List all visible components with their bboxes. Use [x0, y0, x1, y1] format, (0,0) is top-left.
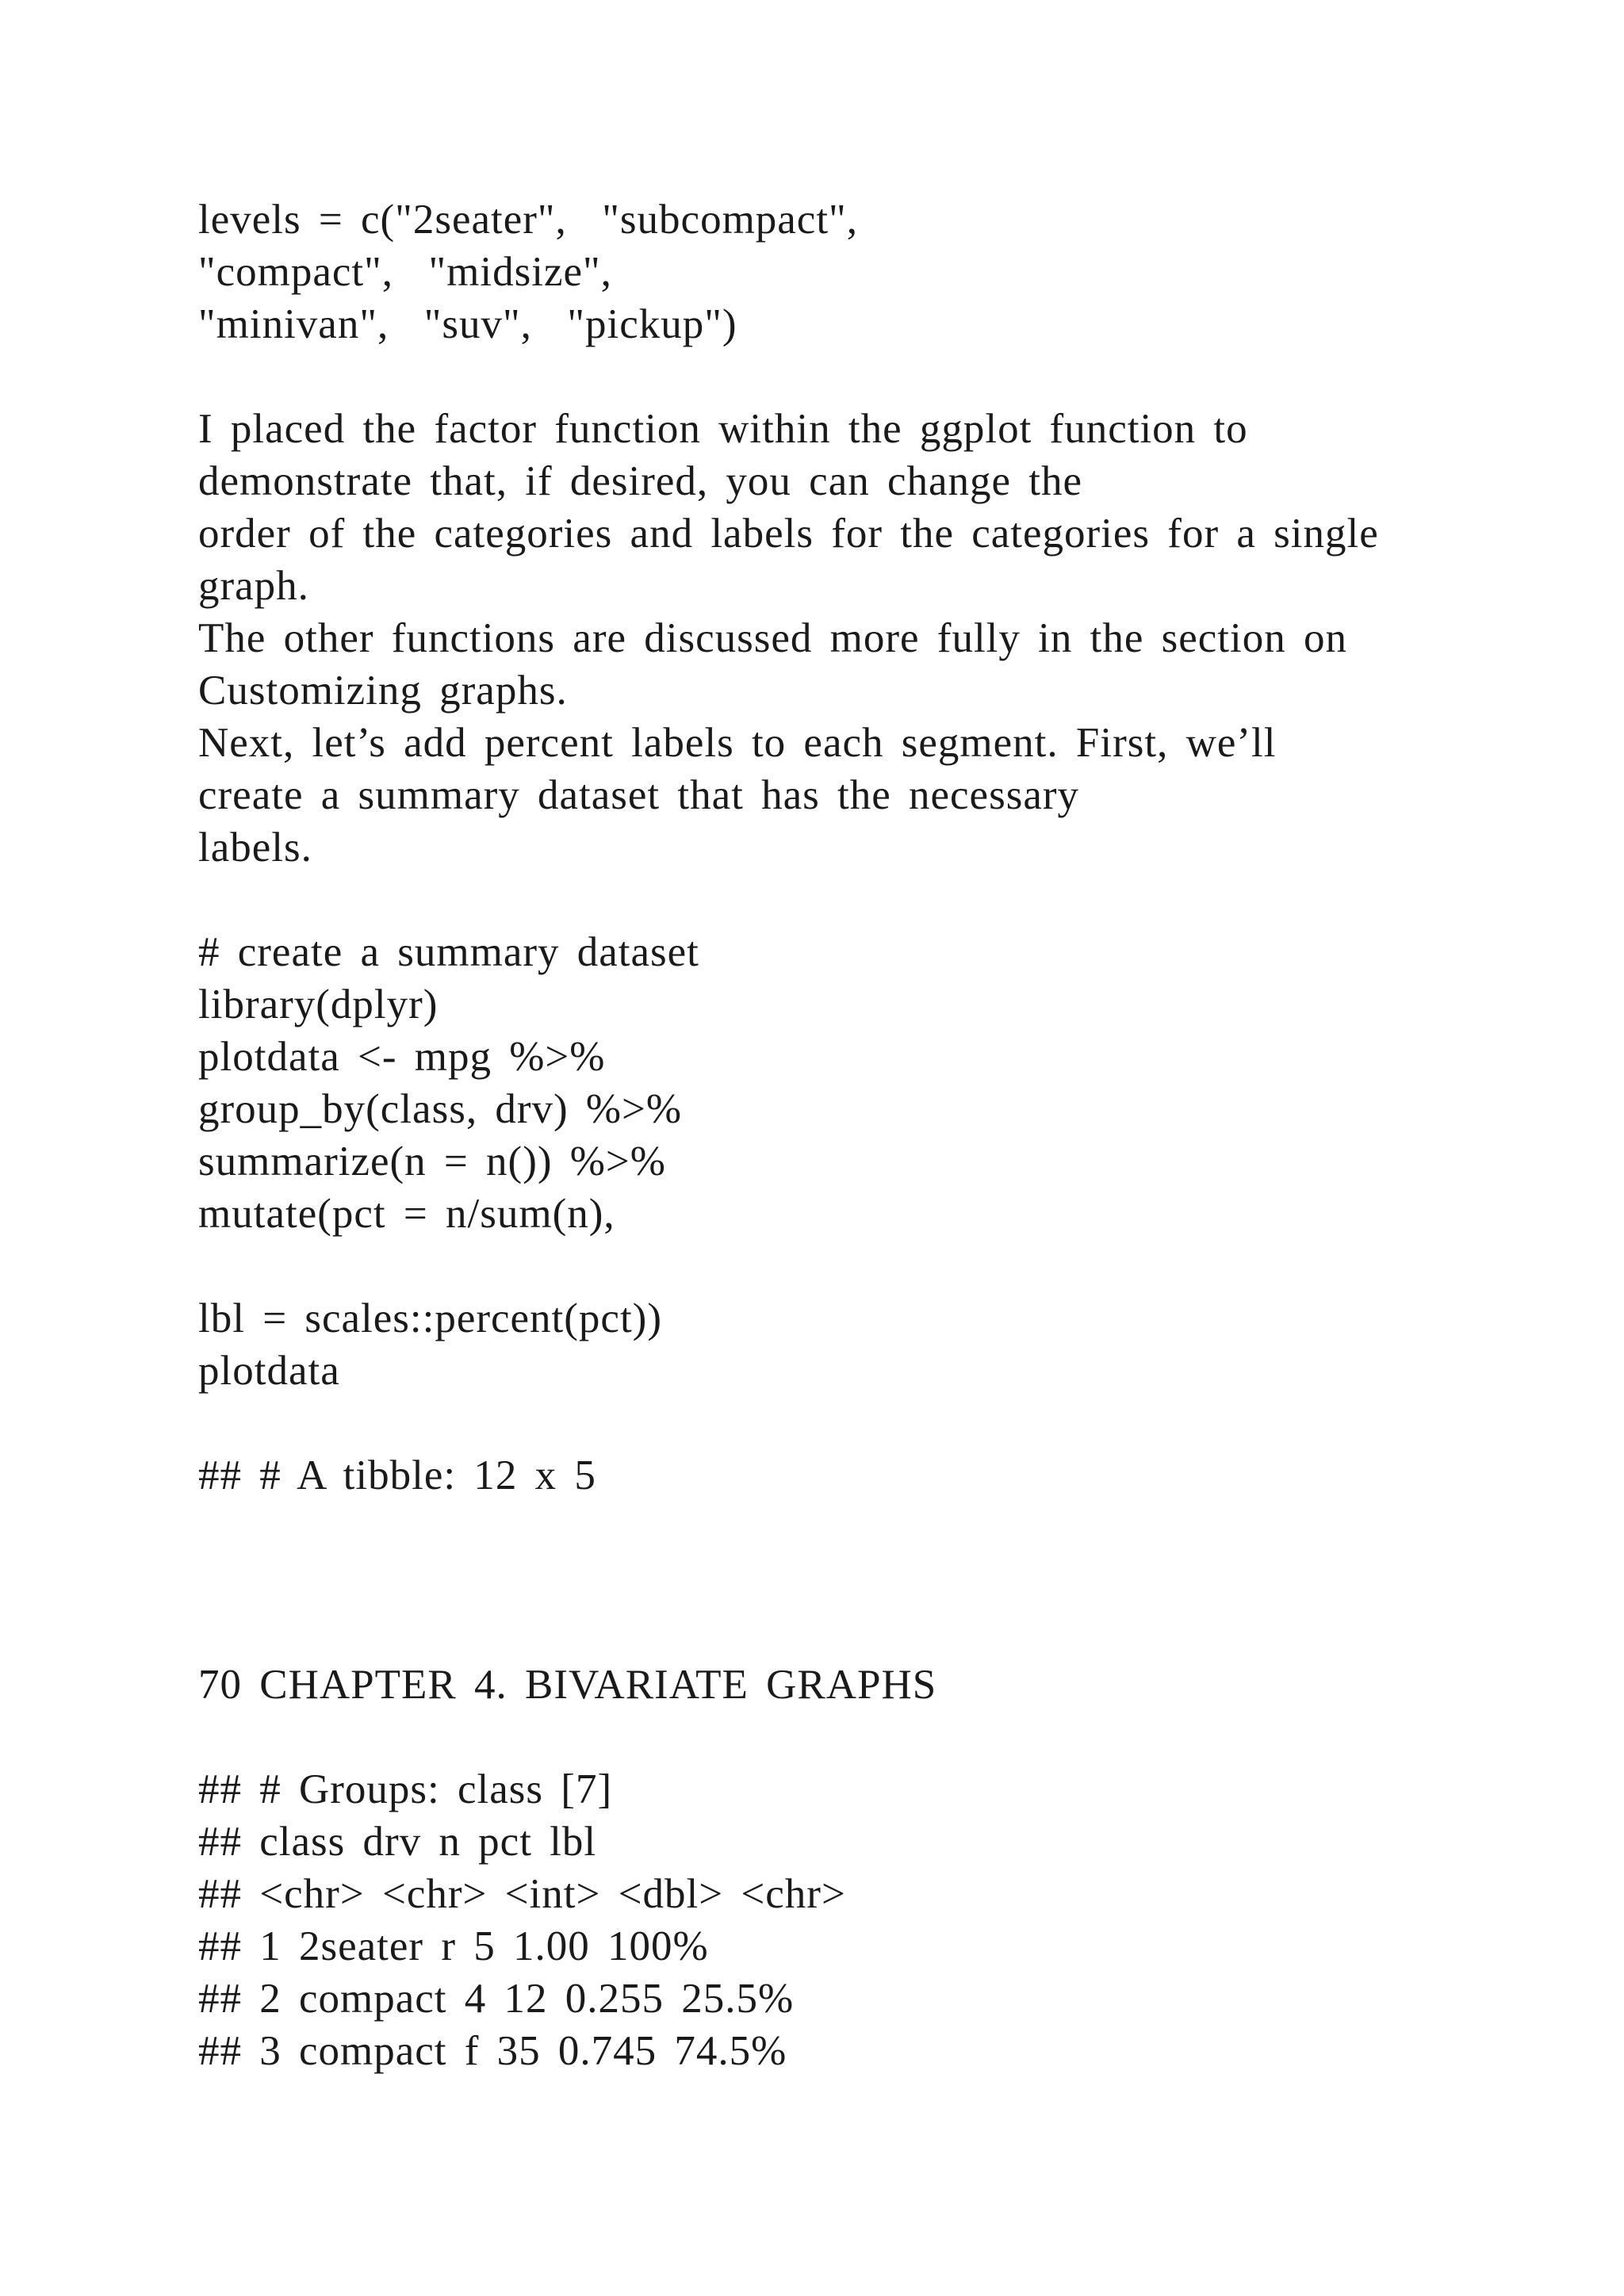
- output-line: ## # A tibble: 12 x 5: [198, 1452, 596, 1498]
- text-line: order of the categories and labels for the categories for a single: [198, 511, 1379, 557]
- output-tibble-header: [198, 1449, 1483, 1502]
- code-summary-block: [198, 926, 1483, 1240]
- output-table-block: [198, 1763, 1483, 2077]
- code-line: library(dplyr): [198, 982, 439, 1027]
- code-line: lbl = scales::percent(pct)): [198, 1295, 662, 1341]
- explanation-paragraph: [198, 403, 1483, 874]
- spacer: [198, 350, 1483, 403]
- code-levels-block: [198, 193, 1483, 350]
- code-line: plotdata <- mpg %>%: [198, 1034, 606, 1080]
- text-line: The other functions are discussed more fully in the section on: [198, 615, 1347, 661]
- running-header: [198, 1659, 1483, 1711]
- spacer: [198, 1240, 1483, 1292]
- code-line: levels = c("2seater", "subcompact",: [198, 197, 858, 243]
- code-line: group_by(class, drv) %>%: [198, 1086, 683, 1132]
- text-line: demonstrate that, if desired, you can change the: [198, 458, 1083, 504]
- code-label-block: [198, 1292, 1483, 1397]
- code-line: "minivan", "suv", "pickup"): [198, 301, 737, 347]
- text-line: labels.: [198, 825, 312, 871]
- spacer: [198, 1711, 1483, 1763]
- output-line: ## 1 2seater r 5 1.00 100%: [198, 1923, 709, 1969]
- code-line: plotdata: [198, 1348, 340, 1394]
- text-line: graph.: [198, 563, 309, 609]
- output-line: ## 3 compact f 35 0.745 74.5%: [198, 2028, 787, 2074]
- text-line: I placed the factor function within the ggplot function to: [198, 406, 1248, 452]
- text-line: Customizing graphs.: [198, 668, 568, 714]
- code-line: summarize(n = n()) %>%: [198, 1138, 666, 1184]
- output-line: ## class drv n pct lbl: [198, 1819, 597, 1865]
- text-line: Next, let’s add percent labels to each segment. First, we’ll: [198, 720, 1277, 766]
- spacer: [198, 1397, 1483, 1449]
- page-header-text: 70 CHAPTER 4. BIVARIATE GRAPHS: [198, 1662, 937, 1708]
- code-line: "compact", "midsize",: [198, 249, 612, 295]
- code-line: mutate(pct = n/sum(n),: [198, 1191, 615, 1237]
- spacer: [198, 874, 1483, 926]
- document-page: [198, 193, 1483, 2077]
- output-line: ## # Groups: class [7]: [198, 1766, 613, 1812]
- page-break-spacer: [198, 1502, 1483, 1659]
- output-line: ## <chr> <chr> <int> <dbl> <chr>: [198, 1871, 846, 1917]
- code-line: # create a summary dataset: [198, 929, 699, 975]
- text-line: create a summary dataset that has the necessary: [198, 772, 1080, 818]
- output-line: ## 2 compact 4 12 0.255 25.5%: [198, 1976, 795, 2022]
